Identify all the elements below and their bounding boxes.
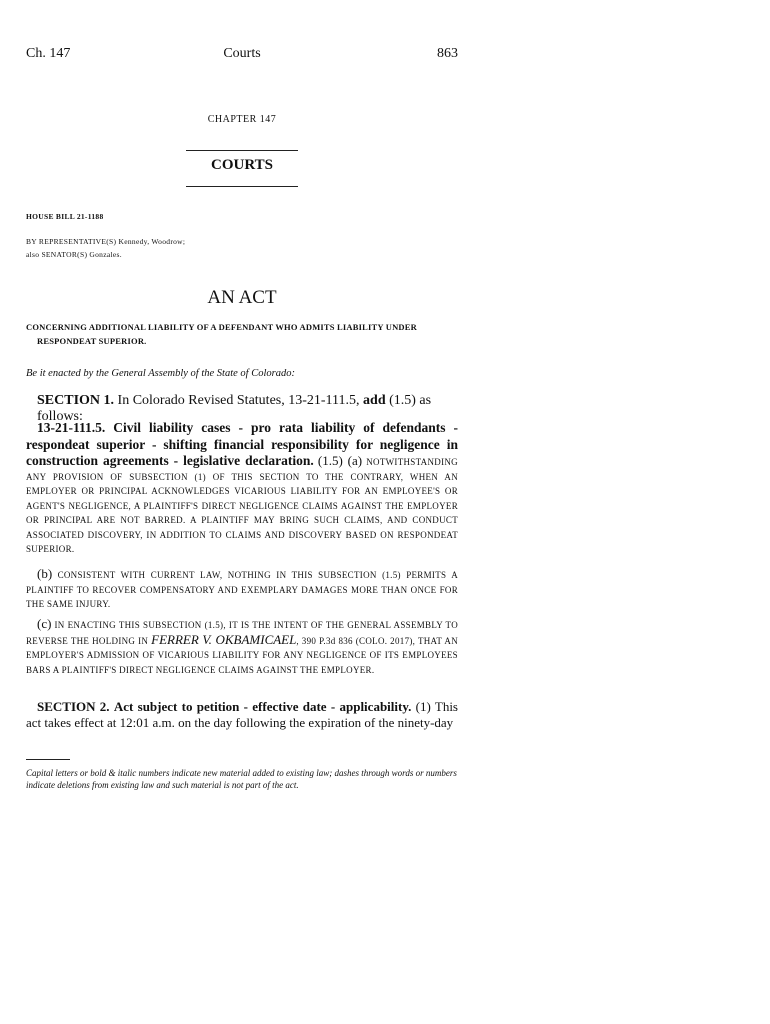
subsection-c-number: (c) (37, 616, 52, 631)
act-subject (26, 320, 458, 348)
section-1-text-a: In Colorado Revised Statutes, 13-21-111.5, (117, 393, 360, 408)
section-2-heading: Act subject to petition - effective date - applicability. (113, 699, 412, 714)
statute-heading: 13-21-111.5. Civil liability cases - pro rata liability of defendants - respondeat superior - shifting financial responsibility for negligence in construction agreements - legislative declaration. (26, 420, 458, 468)
page-number: 863 (437, 46, 458, 61)
section-2 (26, 699, 458, 731)
document-title: COURTS (211, 157, 273, 173)
act-heading: AN ACT (207, 287, 277, 308)
sponsors-line-1: BY REPRESENTATIVE(S) Kennedy, Woodrow; (26, 237, 186, 246)
subsection-b-text: CONSISTENT WITH CURRENT LAW, NOTHING IN THIS SUBSECTION (1.5) PERMITS A PLAINTIFF TO RECOVER COMPENSATORY AND EXEMPLARY DAMAGES MORE THAN ONCE FOR THE SAME INJURY. (26, 570, 458, 609)
act-subject-line-1: CONCERNING ADDITIONAL LIABILITY OF A DEFENDANT WHO ADMITS LIABILITY UNDER (26, 322, 417, 332)
act-subject-line-2: RESPONDEAT SUPERIOR. (37, 336, 147, 346)
enacting-clause: Be it enacted by the General Assembly of the State of Colorado: (26, 368, 295, 379)
section-1-verb: add (363, 393, 386, 408)
section-2-label: SECTION 2. (37, 699, 110, 714)
subsection-a-number: (1.5) (a) (317, 453, 363, 468)
title-rule-top (186, 150, 298, 151)
section-1-text-b: (1.5) as follows: (37, 393, 432, 424)
statute-subsection-a (26, 420, 458, 557)
section-2-text: (1) This act takes effect at 12:01 a.m. on the day following the expiration of the ninety-day (26, 699, 458, 730)
case-citation: FERRER V. OKBAMICAEL (151, 631, 297, 647)
subsection-c-text-b: , 390 P.3d 836 (COLO. 2017), THAT AN EMPLOYER'S ADMISSION OF VICARIOUS LIABILITY FOR ANY NEGLIGENCE OF ITS EMPLOYEES BARS A PLAINTIFF'S DIRECT NEGLIGENCE CLAIMS AGAINST THE EMPLOYER. (26, 635, 458, 675)
subsection-b-number: (b) (37, 566, 53, 581)
subsection-a-text: NOTWITHSTANDING ANY PROVISION OF SUBSECTION (1) OF THIS SECTION TO THE CONTRARY, WHEN AN EMPLOYER OR PRINCIPAL ACKNOWLEDGES VICARIOUS LIABILITY FOR AN EMPLOYEE'S OR AGENT'S NEGLIGENCE, A PLAINTIFF'S DIRECT NEGLIGENCE CLAIMS AGAINST THE EMPLOYER OR PRINCIPAL ARE NOT BARRED. A PLAINTIFF MAY BRING SUCH CLAIMS, AND CONDUCT ASSOCIATED DISCOVERY, IN ADDITION TO CLAIMS AND DISCOVERY BASED ON RESPONDEAT SUPERIOR. (26, 457, 458, 554)
footnote-rule (26, 759, 70, 760)
statute-subsection-b (26, 567, 458, 612)
title-rule-bottom (186, 186, 298, 187)
footnote: Capital letters or bold & italic numbers indicate new material added to existing law; dashes through words or numbers indicate deletions from existing law and such material is not part of the act. (26, 768, 457, 790)
section-title: Courts (223, 46, 261, 61)
sponsors-line-2: also SENATOR(S) Gonzales. (26, 250, 122, 259)
chapter-label: CHAPTER 147 (207, 114, 277, 125)
section-1-label: SECTION 1. (37, 393, 115, 408)
bill-number: HOUSE BILL 21-1188 (26, 212, 104, 221)
statute-subsection-c (26, 617, 458, 677)
chapter-number: Ch. 147 (26, 46, 71, 61)
subsection-c-text-a: IN ENACTING THIS SUBSECTION (1.5), IT IS THE INTENT OF THE GENERAL ASSEMBLY TO REVERSE THE HOLDING IN (26, 620, 458, 646)
